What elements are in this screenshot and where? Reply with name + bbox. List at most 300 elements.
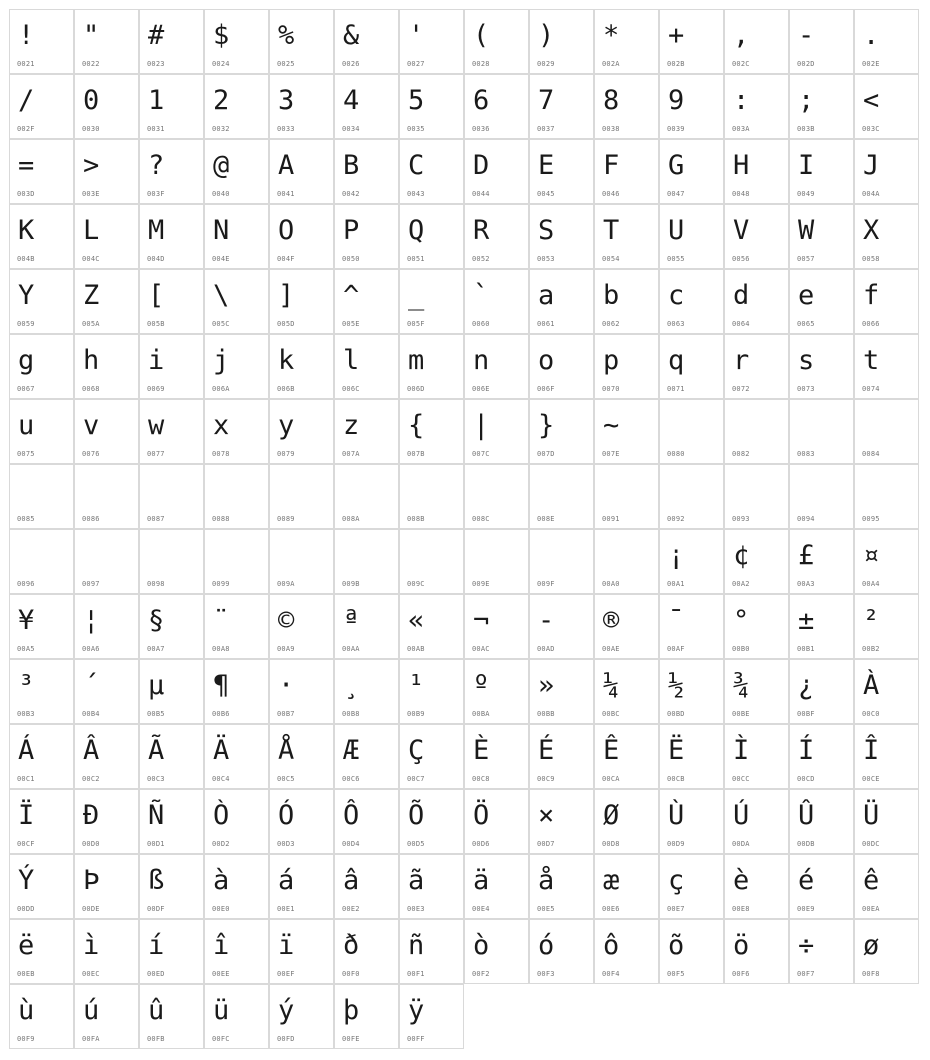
glyph-codepoint: 00CF <box>17 840 35 848</box>
glyph-character: ! <box>18 20 35 51</box>
glyph-codepoint: 004C <box>82 255 100 263</box>
glyph-cell <box>74 334 139 399</box>
glyph-cell <box>204 984 269 1049</box>
glyph-codepoint: 00D5 <box>407 840 425 848</box>
glyph-codepoint: 0098 <box>147 580 165 588</box>
glyph-cell <box>789 204 854 269</box>
glyph-cell <box>659 789 724 854</box>
glyph-character: ï <box>278 930 295 961</box>
glyph-cell <box>399 399 464 464</box>
glyph-cell <box>594 74 659 139</box>
glyph-cell <box>659 854 724 919</box>
glyph-cell <box>204 919 269 984</box>
glyph-cell <box>399 204 464 269</box>
glyph-cell <box>464 854 529 919</box>
glyph-cell <box>659 139 724 204</box>
glyph-character: ó <box>538 930 555 961</box>
glyph-character: D <box>473 150 490 181</box>
glyph-cell <box>594 724 659 789</box>
glyph-character: R <box>473 215 490 246</box>
glyph-character: , <box>733 20 750 51</box>
glyph-character: è <box>733 865 750 896</box>
glyph-cell <box>204 594 269 659</box>
glyph-cell <box>139 334 204 399</box>
glyph-cell <box>464 9 529 74</box>
glyph-character: ç <box>668 865 685 896</box>
glyph-codepoint: 007A <box>342 450 360 458</box>
glyph-cell <box>9 399 74 464</box>
glyph-cell <box>74 984 139 1049</box>
glyph-codepoint: 0029 <box>537 60 555 68</box>
glyph-cell <box>399 139 464 204</box>
glyph-cell <box>854 204 919 269</box>
glyph-character: ² <box>863 605 880 636</box>
glyph-cell <box>74 269 139 334</box>
glyph-character: ' <box>408 20 425 51</box>
glyph-codepoint: 0060 <box>472 320 490 328</box>
glyph-cell <box>789 269 854 334</box>
glyph-cell <box>334 464 399 529</box>
glyph-cell <box>334 659 399 724</box>
glyph-codepoint: 00AE <box>602 645 620 653</box>
glyph-character: æ <box>603 865 620 896</box>
glyph-character: ¹ <box>408 670 425 701</box>
glyph-codepoint: 00B8 <box>342 710 360 718</box>
glyph-codepoint: 0064 <box>732 320 750 328</box>
glyph-cell <box>269 659 334 724</box>
glyph-codepoint: 00EF <box>277 970 295 978</box>
glyph-cell <box>854 334 919 399</box>
glyph-codepoint: 00CA <box>602 775 620 783</box>
glyph-cell <box>399 724 464 789</box>
glyph-character: " <box>83 20 100 51</box>
glyph-character: Ì <box>733 735 750 766</box>
glyph-codepoint: 00D1 <box>147 840 165 848</box>
glyph-codepoint: 00CC <box>732 775 750 783</box>
glyph-codepoint: 0068 <box>82 385 100 393</box>
glyph-codepoint: 00CD <box>797 775 815 783</box>
glyph-codepoint: 0066 <box>862 320 880 328</box>
glyph-cell <box>789 789 854 854</box>
glyph-character: ` <box>473 280 490 311</box>
glyph-character: M <box>148 215 165 246</box>
glyph-codepoint: 00FA <box>82 1035 100 1043</box>
glyph-codepoint: 0084 <box>862 450 880 458</box>
glyph-codepoint: 004D <box>147 255 165 263</box>
glyph-codepoint: 0092 <box>667 515 685 523</box>
glyph-codepoint: 00F8 <box>862 970 880 978</box>
glyph-character: » <box>538 670 555 701</box>
glyph-cell <box>139 984 204 1049</box>
glyph-character: ñ <box>408 930 425 961</box>
glyph-character: ¿ <box>798 670 815 701</box>
glyph-character: ® <box>603 605 620 636</box>
glyph-codepoint: 0023 <box>147 60 165 68</box>
glyph-cell <box>399 594 464 659</box>
glyph-character: ù <box>18 995 35 1026</box>
glyph-codepoint: 0050 <box>342 255 360 263</box>
glyph-cell <box>464 529 529 594</box>
glyph-cell <box>334 334 399 399</box>
glyph-character: ý <box>278 995 295 1026</box>
glyph-character: Í <box>798 735 815 766</box>
glyph-codepoint: 0028 <box>472 60 490 68</box>
glyph-codepoint: 00F6 <box>732 970 750 978</box>
glyph-cell <box>204 9 269 74</box>
glyph-codepoint: 0073 <box>797 385 815 393</box>
glyph-cell <box>399 854 464 919</box>
glyph-cell <box>269 399 334 464</box>
glyph-codepoint: 008E <box>537 515 555 523</box>
glyph-cell <box>594 464 659 529</box>
glyph-cell <box>334 854 399 919</box>
glyph-codepoint: 00E9 <box>797 905 815 913</box>
glyph-codepoint: 00EA <box>862 905 880 913</box>
glyph-cell <box>594 854 659 919</box>
glyph-character: q <box>668 345 685 376</box>
glyph-character: é <box>798 865 815 896</box>
glyph-codepoint: 00E7 <box>667 905 685 913</box>
glyph-character: + <box>668 20 685 51</box>
glyph-character: W <box>798 215 815 246</box>
glyph-codepoint: 0099 <box>212 580 230 588</box>
glyph-codepoint: 00B3 <box>17 710 35 718</box>
glyph-cell <box>659 919 724 984</box>
glyph-character: Ï <box>18 800 35 831</box>
glyph-cell <box>334 919 399 984</box>
glyph-codepoint: 0078 <box>212 450 230 458</box>
glyph-cell <box>139 789 204 854</box>
glyph-cell <box>139 9 204 74</box>
glyph-cell <box>789 594 854 659</box>
glyph-cell <box>529 919 594 984</box>
glyph-character: Ü <box>863 800 880 831</box>
glyph-codepoint: 0042 <box>342 190 360 198</box>
glyph-cell <box>659 464 724 529</box>
glyph-codepoint: 0053 <box>537 255 555 263</box>
glyph-character: k <box>278 345 295 376</box>
glyph-cell <box>464 789 529 854</box>
glyph-character: # <box>148 20 165 51</box>
glyph-character: Ä <box>213 735 230 766</box>
glyph-codepoint: 0048 <box>732 190 750 198</box>
glyph-codepoint: 00A4 <box>862 580 880 588</box>
glyph-codepoint: 0039 <box>667 125 685 133</box>
glyph-codepoint: 002A <box>602 60 620 68</box>
glyph-codepoint: 007E <box>602 450 620 458</box>
glyph-cell <box>9 919 74 984</box>
glyph-cell <box>139 269 204 334</box>
glyph-cell <box>789 334 854 399</box>
glyph-character: . <box>863 20 880 51</box>
glyph-codepoint: 00B2 <box>862 645 880 653</box>
glyph-codepoint: 00FD <box>277 1035 295 1043</box>
glyph-character: a <box>538 280 555 311</box>
glyph-character: N <box>213 215 230 246</box>
glyph-cell <box>529 529 594 594</box>
glyph-character: T <box>603 215 620 246</box>
glyph-character: s <box>798 345 815 376</box>
glyph-codepoint: 00D8 <box>602 840 620 848</box>
glyph-character: l <box>343 345 360 376</box>
glyph-cell <box>204 204 269 269</box>
glyph-character: È <box>473 735 490 766</box>
glyph-character: r <box>733 345 750 376</box>
glyph-cell <box>139 74 204 139</box>
glyph-character: m <box>408 345 425 376</box>
glyph-cell <box>724 789 789 854</box>
glyph-codepoint: 00AC <box>472 645 490 653</box>
glyph-character: z <box>343 410 360 441</box>
glyph-cell <box>139 529 204 594</box>
glyph-codepoint: 009A <box>277 580 295 588</box>
glyph-codepoint: 003D <box>17 190 35 198</box>
glyph-character: % <box>278 20 295 51</box>
glyph-cell <box>529 9 594 74</box>
glyph-cell <box>9 269 74 334</box>
glyph-character: î <box>213 930 230 961</box>
glyph-cell <box>529 594 594 659</box>
glyph-cell <box>139 204 204 269</box>
glyph-cell <box>399 269 464 334</box>
glyph-cell <box>594 139 659 204</box>
glyph-cell <box>269 334 334 399</box>
glyph-codepoint: 0031 <box>147 125 165 133</box>
glyph-character: Á <box>18 735 35 766</box>
glyph-cell <box>269 204 334 269</box>
glyph-codepoint: 00EE <box>212 970 230 978</box>
glyph-cell <box>659 9 724 74</box>
glyph-codepoint: 00C2 <box>82 775 100 783</box>
glyph-cell <box>399 919 464 984</box>
glyph-codepoint: 00F5 <box>667 970 685 978</box>
glyph-codepoint: 006C <box>342 385 360 393</box>
glyph-codepoint: 0022 <box>82 60 100 68</box>
glyph-cell <box>399 9 464 74</box>
glyph-cell <box>854 659 919 724</box>
glyph-cell <box>724 74 789 139</box>
glyph-cell <box>594 594 659 659</box>
glyph-cell <box>74 399 139 464</box>
glyph-codepoint: 0085 <box>17 515 35 523</box>
glyph-cell <box>529 269 594 334</box>
glyph-cell <box>594 399 659 464</box>
glyph-cell <box>9 594 74 659</box>
glyph-cell <box>854 269 919 334</box>
glyph-codepoint: 00BE <box>732 710 750 718</box>
glyph-codepoint: 00E4 <box>472 905 490 913</box>
glyph-character: * <box>603 20 620 51</box>
glyph-cell <box>9 854 74 919</box>
glyph-cell <box>789 74 854 139</box>
glyph-cell <box>659 594 724 659</box>
glyph-character: g <box>18 345 35 376</box>
glyph-codepoint: 005A <box>82 320 100 328</box>
glyph-codepoint: 006A <box>212 385 230 393</box>
glyph-codepoint: 00DF <box>147 905 165 913</box>
glyph-cell <box>789 659 854 724</box>
glyph-cell <box>789 724 854 789</box>
glyph-codepoint: 00F7 <box>797 970 815 978</box>
glyph-codepoint: 00C4 <box>212 775 230 783</box>
glyph-codepoint: 0040 <box>212 190 230 198</box>
glyph-character: Ò <box>213 800 230 831</box>
glyph-codepoint: 0087 <box>147 515 165 523</box>
glyph-cell <box>724 204 789 269</box>
glyph-codepoint: 009C <box>407 580 425 588</box>
glyph-cell <box>529 74 594 139</box>
glyph-codepoint: 0034 <box>342 125 360 133</box>
glyph-codepoint: 00DC <box>862 840 880 848</box>
glyph-cell <box>464 919 529 984</box>
glyph-character: Ú <box>733 800 750 831</box>
glyph-cell <box>269 529 334 594</box>
glyph-cell <box>399 984 464 1049</box>
glyph-character: Ý <box>18 865 35 896</box>
glyph-character: c <box>668 280 685 311</box>
glyph-character: ´ <box>83 670 100 701</box>
glyph-codepoint: 0057 <box>797 255 815 263</box>
glyph-cell <box>464 139 529 204</box>
glyph-cell <box>659 529 724 594</box>
glyph-cell <box>139 724 204 789</box>
glyph-codepoint: 00DA <box>732 840 750 848</box>
glyph-character: 7 <box>538 85 555 116</box>
glyph-cell <box>854 74 919 139</box>
glyph-codepoint: 00BF <box>797 710 815 718</box>
glyph-cell <box>789 854 854 919</box>
glyph-codepoint: 00AA <box>342 645 360 653</box>
glyph-codepoint: 00E1 <box>277 905 295 913</box>
glyph-character: ÿ <box>408 995 425 1026</box>
glyph-character: K <box>18 215 35 246</box>
glyph-character: 1 <box>148 85 165 116</box>
glyph-character: ò <box>473 930 490 961</box>
glyph-character: ( <box>473 20 490 51</box>
glyph-codepoint: 0058 <box>862 255 880 263</box>
glyph-codepoint: 00A6 <box>82 645 100 653</box>
glyph-codepoint: 00F2 <box>472 970 490 978</box>
glyph-character: ø <box>863 930 880 961</box>
glyph-character: n <box>473 345 490 376</box>
glyph-codepoint: 00AB <box>407 645 425 653</box>
glyph-character: Ù <box>668 800 685 831</box>
glyph-codepoint: 00C6 <box>342 775 360 783</box>
glyph-cell <box>789 464 854 529</box>
glyph-codepoint: 00B1 <box>797 645 815 653</box>
glyph-codepoint: 00D6 <box>472 840 490 848</box>
glyph-codepoint: 00E2 <box>342 905 360 913</box>
glyph-codepoint: 0070 <box>602 385 620 393</box>
glyph-codepoint: 003F <box>147 190 165 198</box>
glyph-cell <box>399 789 464 854</box>
glyph-codepoint: 00E8 <box>732 905 750 913</box>
glyph-character: X <box>863 215 880 246</box>
glyph-character: Đ <box>83 800 100 831</box>
glyph-codepoint: 00C1 <box>17 775 35 783</box>
glyph-cell <box>659 269 724 334</box>
glyph-character: £ <box>798 540 815 571</box>
glyph-character: à <box>213 865 230 896</box>
glyph-cell <box>724 399 789 464</box>
glyph-character: e <box>798 280 815 311</box>
glyph-cell <box>9 74 74 139</box>
glyph-character: â <box>343 865 360 896</box>
glyph-character: B <box>343 150 360 181</box>
glyph-codepoint: 006F <box>537 385 555 393</box>
glyph-character: 3 <box>278 85 295 116</box>
glyph-cell <box>724 269 789 334</box>
glyph-codepoint: 005B <box>147 320 165 328</box>
glyph-codepoint: 0025 <box>277 60 295 68</box>
glyph-codepoint: 005D <box>277 320 295 328</box>
glyph-cell <box>9 334 74 399</box>
glyph-cell <box>74 529 139 594</box>
glyph-cell <box>854 919 919 984</box>
glyph-codepoint: 00FB <box>147 1035 165 1043</box>
glyph-codepoint: 00A1 <box>667 580 685 588</box>
glyph-codepoint: 00A9 <box>277 645 295 653</box>
glyph-cell <box>529 204 594 269</box>
glyph-codepoint: 00B5 <box>147 710 165 718</box>
glyph-codepoint: 00B4 <box>82 710 100 718</box>
glyph-cell <box>139 854 204 919</box>
glyph-codepoint: 004B <box>17 255 35 263</box>
glyph-codepoint: 0076 <box>82 450 100 458</box>
glyph-cell <box>594 529 659 594</box>
glyph-cell <box>9 9 74 74</box>
glyph-character: { <box>408 410 425 441</box>
glyph-cell <box>464 659 529 724</box>
glyph-cell <box>594 334 659 399</box>
glyph-cell <box>139 919 204 984</box>
glyph-character: d <box>733 280 750 311</box>
glyph-codepoint: 0030 <box>82 125 100 133</box>
glyph-cell <box>204 139 269 204</box>
glyph-character: ^ <box>343 280 360 311</box>
glyph-cell <box>334 139 399 204</box>
glyph-cell <box>139 139 204 204</box>
glyph-character: \ <box>213 280 230 311</box>
glyph-codepoint: 0065 <box>797 320 815 328</box>
glyph-codepoint: 00C7 <box>407 775 425 783</box>
glyph-cell <box>9 464 74 529</box>
glyph-character: ê <box>863 865 880 896</box>
glyph-cell <box>724 9 789 74</box>
glyph-character: > <box>83 150 100 181</box>
glyph-codepoint: 0041 <box>277 190 295 198</box>
glyph-codepoint: 0075 <box>17 450 35 458</box>
glyph-codepoint: 00B9 <box>407 710 425 718</box>
glyph-codepoint: 004E <box>212 255 230 263</box>
glyph-cell <box>74 659 139 724</box>
glyph-cell <box>204 789 269 854</box>
glyph-cell <box>464 724 529 789</box>
glyph-character: ) <box>538 20 555 51</box>
glyph-character: Å <box>278 735 295 766</box>
glyph-codepoint: 0055 <box>667 255 685 263</box>
glyph-character: Ô <box>343 800 360 831</box>
glyph-cell <box>529 724 594 789</box>
glyph-cell <box>854 724 919 789</box>
glyph-character: F <box>603 150 620 181</box>
glyph-codepoint: 00B0 <box>732 645 750 653</box>
glyph-character: ú <box>83 995 100 1026</box>
glyph-character: y <box>278 410 295 441</box>
glyph-character: ¢ <box>733 540 750 571</box>
glyph-codepoint: 0027 <box>407 60 425 68</box>
glyph-codepoint: 00BD <box>667 710 685 718</box>
